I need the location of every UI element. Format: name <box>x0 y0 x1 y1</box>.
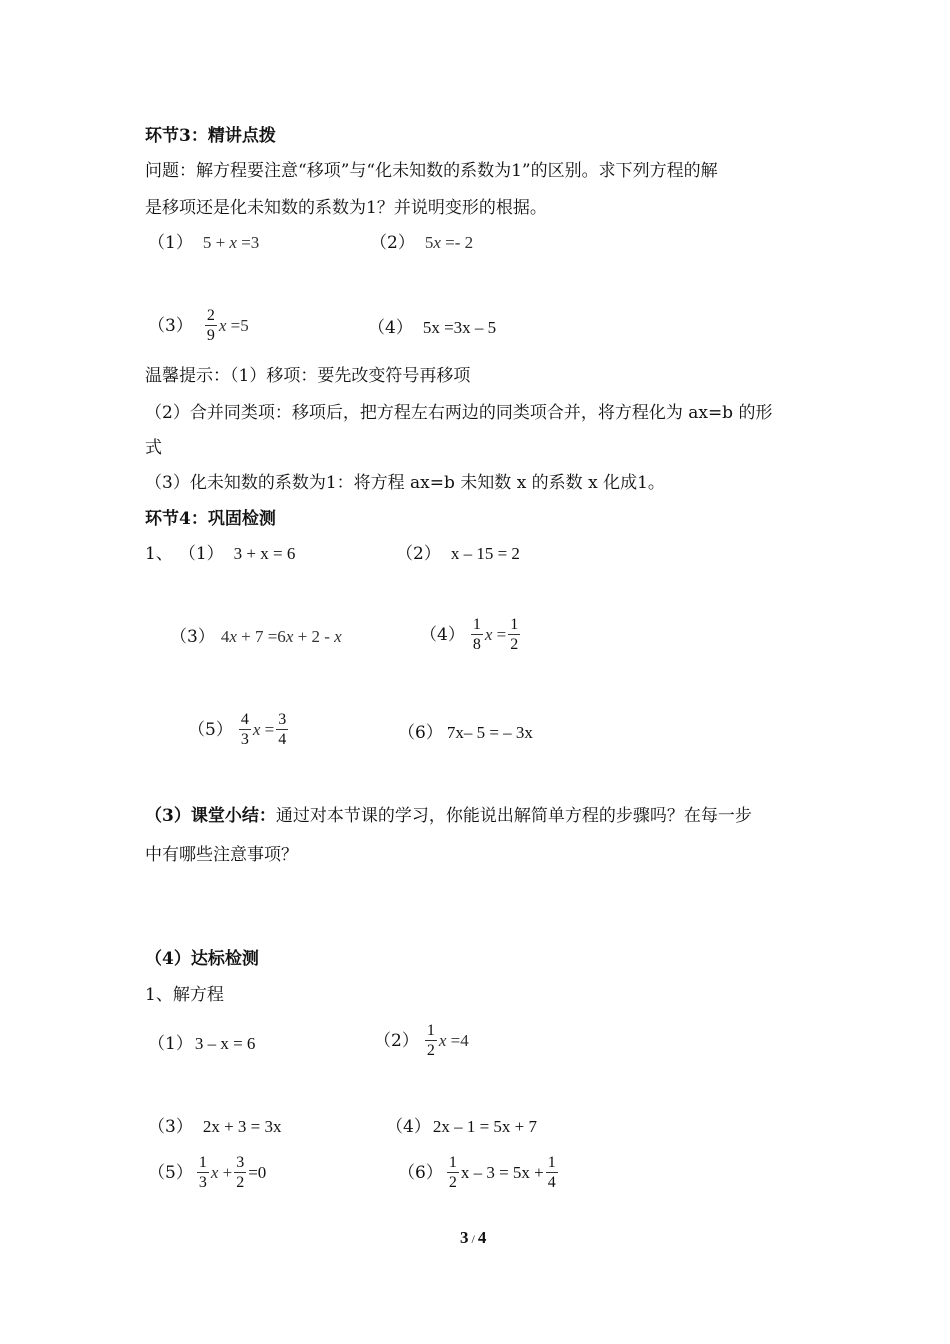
equation-expr: 2x – 1 = 5x + 7 <box>432 1117 538 1136</box>
equation-label: （3） <box>148 1117 193 1137</box>
equation-label: （5） <box>188 719 233 740</box>
question-line-2: 是移项还是化未知数的系数为1？并说明变形的根据。 <box>145 198 547 218</box>
equation-3 <box>148 306 249 345</box>
equation-label: （6） <box>398 723 443 743</box>
practice-1 <box>145 543 295 565</box>
equation-label: （4） <box>368 318 413 338</box>
fraction: $\frac{3}{2}$ <box>236 1154 245 1191</box>
equation-expr: 7x– 5 = – 3x <box>446 723 533 742</box>
equation-label: （1） <box>148 233 193 253</box>
equation-4 <box>368 317 496 339</box>
tip-2-line-1: （2）合并同类项：移项后，把方程左右两边的同类项合并，将方程化为 ax=b 的形 <box>145 403 773 423</box>
summary-text: 通过对本节课的学习，你能说出解简单方程的步骤吗？在每一步 <box>275 806 752 826</box>
section4-heading: 环节4：巩固检测 <box>145 509 276 529</box>
practice-4: （4） $\frac{1}{8}$ x = $\frac{1}{2}$ <box>420 616 519 653</box>
equation-label: （5） <box>148 1162 193 1183</box>
fraction: $\frac{1}{8}$ <box>472 616 481 653</box>
equation-expr: 3 – x = 6 <box>194 1034 256 1053</box>
equation-label: （6） <box>398 1162 443 1183</box>
test-1 <box>148 1033 255 1055</box>
test-heading: （4）达标检测 <box>145 949 259 969</box>
fraction: $\frac{1}{2}$ <box>448 1154 457 1191</box>
test-4 <box>386 1116 537 1138</box>
fraction: $\frac{4}{3}$ <box>240 711 249 748</box>
tip-1: 温馨提示：（1）移项：要先改变符号再移项 <box>145 366 471 386</box>
equation-expr: 3 + x = 6 <box>233 544 296 563</box>
test-5: （5） $\frac{1}{3}$ x + $\frac{3}{2}$ =0 <box>148 1154 267 1191</box>
tip-2-line-2: 式 <box>145 438 162 458</box>
equation-2 <box>370 232 473 254</box>
equation-1 <box>148 232 259 254</box>
summary-line-1 <box>145 805 752 827</box>
practice-2 <box>396 543 520 565</box>
fraction: $\frac{1}{2}$ <box>510 616 519 653</box>
total-pages: 4 <box>477 1228 487 1247</box>
summary-label: （3）课堂小结： <box>145 806 276 826</box>
fraction: $\frac{2}{9}$ <box>206 307 215 344</box>
practice-6 <box>398 722 533 744</box>
equation-expr: 4x + 7 =6x + 2 - x <box>220 627 342 646</box>
equation-label: （1） <box>178 544 224 564</box>
current-page: 3 <box>460 1228 469 1247</box>
test-3 <box>148 1116 282 1138</box>
test-2: （2） $\frac{1}{2}$ x =4 <box>374 1022 469 1059</box>
fraction: $\frac{1}{4}$ <box>547 1154 556 1191</box>
equation-expr: 5 + x =3 <box>202 233 260 252</box>
equation-label: （4） <box>420 624 465 645</box>
test-subheading: 1、解方程 <box>145 985 224 1005</box>
section3-heading: 环节3：精讲点拨 <box>145 126 276 146</box>
equation-label: （2） <box>396 544 441 564</box>
equation-label: （3） <box>148 315 193 336</box>
equation-label: （3） <box>170 627 215 647</box>
problem-number: 1、 <box>145 544 173 564</box>
question-line-1: 问题：解方程要注意“移项”与“化未知数的系数为1”的区别。求下列方程的解 <box>145 161 718 181</box>
equation-label: （4） <box>386 1117 431 1137</box>
fraction: $\frac{1}{3}$ <box>198 1154 207 1191</box>
tip-3: （3）化未知数的系数为1：将方程 ax=b 未知数 x 的系数 x 化成1。 <box>145 473 665 493</box>
equation-label: （2） <box>374 1030 419 1051</box>
practice-3 <box>170 626 342 648</box>
equation-label: （1） <box>148 1034 193 1054</box>
test-6: （6） $\frac{1}{2}$ x – 3 = 5x + $\frac{1}{4}$ <box>398 1154 556 1191</box>
equation-expr: x =5 <box>218 315 249 335</box>
page-number: 3 / 4 <box>460 1228 487 1247</box>
equation-expr: 5x =3x – 5 <box>422 318 497 337</box>
equation-expr: 2x + 3 = 3x <box>202 1117 282 1136</box>
fraction: $\frac{3}{4}$ <box>278 711 287 748</box>
fraction: $\frac{1}{2}$ <box>426 1022 435 1059</box>
summary-line-2: 中有哪些注意事项？ <box>145 845 298 865</box>
equation-expr: x – 15 = 2 <box>450 544 520 563</box>
equation-label: （2） <box>370 233 415 253</box>
equation-expr: 5x =- 2 <box>424 233 474 252</box>
practice-5: （5） $\frac{4}{3}$ x = $\frac{3}{4}$ <box>188 711 287 748</box>
